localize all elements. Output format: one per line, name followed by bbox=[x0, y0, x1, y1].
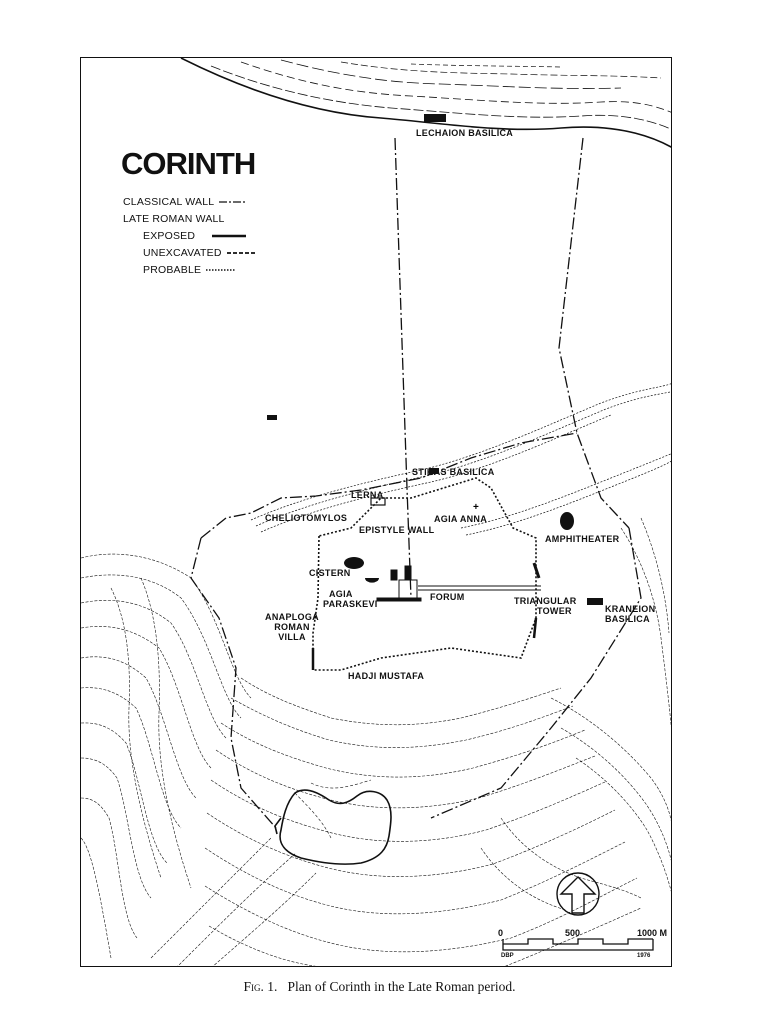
scale-mid: 500 bbox=[565, 928, 581, 938]
label-kraneion-basilica-2: BASILICA bbox=[605, 614, 650, 624]
label-triangular-tower-2: TOWER bbox=[537, 606, 572, 616]
legend-probable bbox=[143, 264, 238, 276]
small-site-marker bbox=[267, 415, 277, 420]
label-lerna: LERNA bbox=[351, 490, 384, 500]
legend-classical-wall-swatch bbox=[217, 198, 249, 206]
classical-wall-circuit bbox=[191, 433, 641, 828]
legend-late-roman-wall-label: LATE ROMAN WALL bbox=[123, 213, 225, 225]
label-anaploga-3: VILLA bbox=[278, 632, 306, 642]
acrocorinth bbox=[275, 780, 391, 864]
kraneion-basilica-marker bbox=[587, 598, 603, 605]
legend-classical-wall-label: CLASSICAL WALL bbox=[123, 196, 214, 208]
map-title: CORINTH bbox=[121, 146, 256, 181]
scale-year: 1976 bbox=[637, 953, 651, 959]
legend-exposed bbox=[143, 230, 248, 242]
legend-unexcavated bbox=[143, 247, 259, 259]
map-drawing bbox=[81, 58, 672, 967]
label-lechaion-basilica: LECHAION BASILICA bbox=[416, 128, 514, 138]
legend-unexcavated-label: UNEXCAVATED bbox=[143, 247, 222, 259]
lechaion-basilica-marker bbox=[424, 114, 446, 122]
legend-classical-wall bbox=[123, 196, 249, 208]
agia-anna-cross: + bbox=[473, 502, 479, 513]
scale-bar bbox=[503, 939, 653, 950]
label-stikas-basilica: STIKAS BASILICA bbox=[412, 467, 495, 477]
north-arrow bbox=[557, 873, 599, 915]
figure-number: Fig. 1. bbox=[243, 979, 278, 994]
amphitheater-marker bbox=[560, 512, 574, 530]
figure-caption-text: Plan of Corinth in the Late Roman period. bbox=[287, 979, 516, 994]
legend-late-roman-wall bbox=[123, 213, 225, 225]
label-anaploga-2: ROMAN bbox=[274, 622, 310, 632]
label-epistyle-wall: EPISTYLE WALL bbox=[359, 525, 435, 535]
scale-author: DBP bbox=[501, 953, 514, 959]
label-agia-anna: AGIA ANNA bbox=[434, 514, 488, 524]
legend-probable-label: PROBABLE bbox=[143, 264, 202, 276]
figure-caption bbox=[0, 979, 759, 995]
label-kraneion-basilica-1: KRANEION bbox=[605, 604, 656, 614]
label-cistern: CISTERN bbox=[309, 568, 351, 578]
label-forum: FORUM bbox=[430, 592, 465, 602]
scale-end: 1000 M bbox=[637, 928, 668, 938]
legend-exposed-label: EXPOSED bbox=[143, 230, 196, 242]
map-frame bbox=[80, 57, 672, 967]
legend-exposed-swatch bbox=[210, 232, 248, 240]
label-hadji-mustafa: HADJI MUSTAFA bbox=[348, 671, 425, 681]
cistern-marker-2 bbox=[365, 578, 379, 583]
label-amphitheater: AMPHITHEATER bbox=[545, 534, 620, 544]
label-cheliotomylos: CHELIOTOMYLOS bbox=[265, 513, 348, 523]
legend-probable-swatch bbox=[204, 266, 238, 274]
label-anaploga-1: ANAPLOGA bbox=[265, 612, 319, 622]
scale-start: 0 bbox=[498, 928, 504, 938]
label-agia-paraskevi-1: AGIA bbox=[329, 589, 353, 599]
label-agia-paraskevi-2: PARASKEVI bbox=[323, 599, 378, 609]
legend-unexcavated-swatch bbox=[225, 249, 259, 257]
label-triangular-tower-1: TRIANGULAR bbox=[514, 596, 577, 606]
